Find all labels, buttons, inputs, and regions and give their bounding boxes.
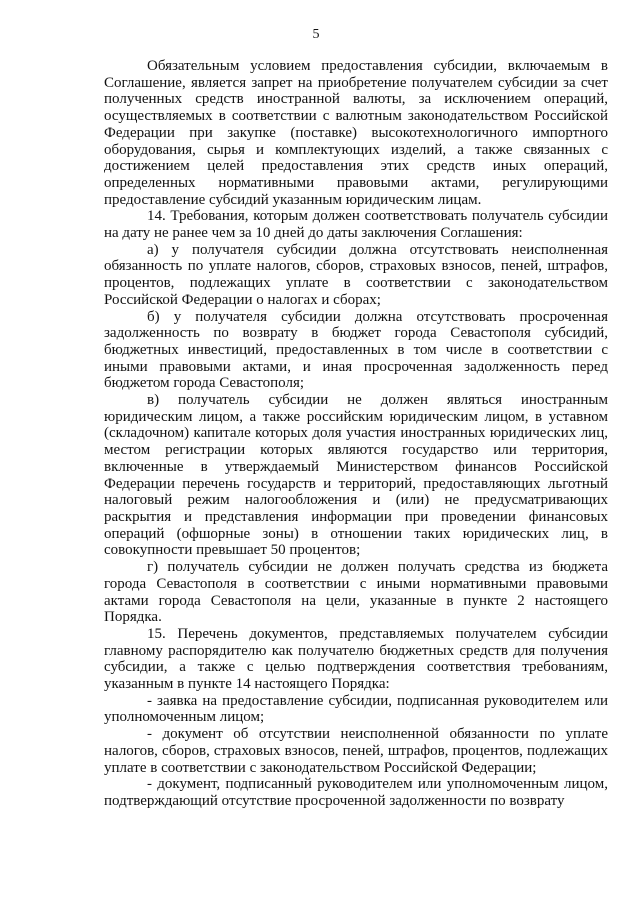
paragraph-14g-other-funds: г) получатель субсидии не должен получать средства из бюджета города Севастополя в соответствии с иными нормативными правовыми актами города Севастополя на цели, указанные в пункте 2 настоящего Порядка.: [104, 559, 608, 626]
list-item-application: - заявка на предоставление субсидии, подписанная руководителем или уполномоченным лицом;: [104, 692, 608, 726]
document-body: [104, 58, 608, 810]
paragraph-14v-foreign-entity: в) получатель субсидии не должен являться иностранным юридическим лицом, а также российским юридическим лицом, в уставном (складочном) капитале которых доля участия иностранных юридических лиц, местом регистрации которых являются государство или территория, включенные в утверждаемый Министерством финансов Российской Федерации перечень государств и территорий, предоставляющих льготный налоговый режим налогообложения и (или) не предусматривающих раскрытия и представления информации при проведении финансовых операций (офшорные зоны) в отношении таких юридических лиц, в совокупности превышает 50 процентов;: [104, 392, 608, 559]
page-number: 5: [312, 27, 320, 42]
list-item-debt-certificate: - документ, подписанный руководителем или уполномоченным лицом, подтверждающий отсутствие просроченной задолженности по возврату: [104, 776, 608, 809]
paragraph-14b-overdue-debt: б) у получателя субсидии должна отсутствовать просроченная задолженность по возврату в бюджет города Севастополя субсидий, бюджетных инвестиций, предоставленных в том числе в соответствии с иными правовыми актами, и иная просроченная задолженность перед бюджетом города Севастополя;: [104, 308, 608, 392]
paragraph-14a-tax-obligations: а) у получателя субсидии должна отсутствовать неисполненная обязанность по уплате налогов, сборов, страховых взносов, пеней, штрафов, процентов, подлежащих уплате в соответствии с законодательством Российской Федерации о налогах и сборах;: [104, 241, 608, 308]
paragraph-subsidy-condition: Обязательным условием предоставления субсидии, включаемым в Соглашение, является запрет на приобретение получателем субсидии за счет полученных средств иностранной валюты, за исключением операций, осуществляемых в соответствии с валютным законодательством Российской Федерации при закупке (поставке) высокотехнологичного импортного оборудования, сырья и комплектующих изделий, а также связанных с достижением целей предоставления этих средств иных операций, определенных нормативными правовыми актами, регулирующими предоставление субсидий указанным юридическим лицам.: [104, 58, 608, 208]
paragraph-15-document-list: 15. Перечень документов, представляемых получателем субсидии главному распорядителю как получателю бюджетных средств для получения субсидии, а также с целью подтверждения соответствия требованиям, указанным в пункте 14 настоящего Порядка:: [104, 625, 608, 693]
paragraph-14-requirements: 14. Требования, которым должен соответствовать получатель субсидии на дату не ранее чем за 10 дней до даты заключения Соглашения:: [104, 208, 608, 242]
list-item-tax-certificate: - документ об отсутствии неисполненной обязанности по уплате налогов, сборов, страховых взносов, пеней, штрафов, процентов, подлежащих уплате в соответствии с законодательством Российской Федерации;: [104, 726, 608, 776]
